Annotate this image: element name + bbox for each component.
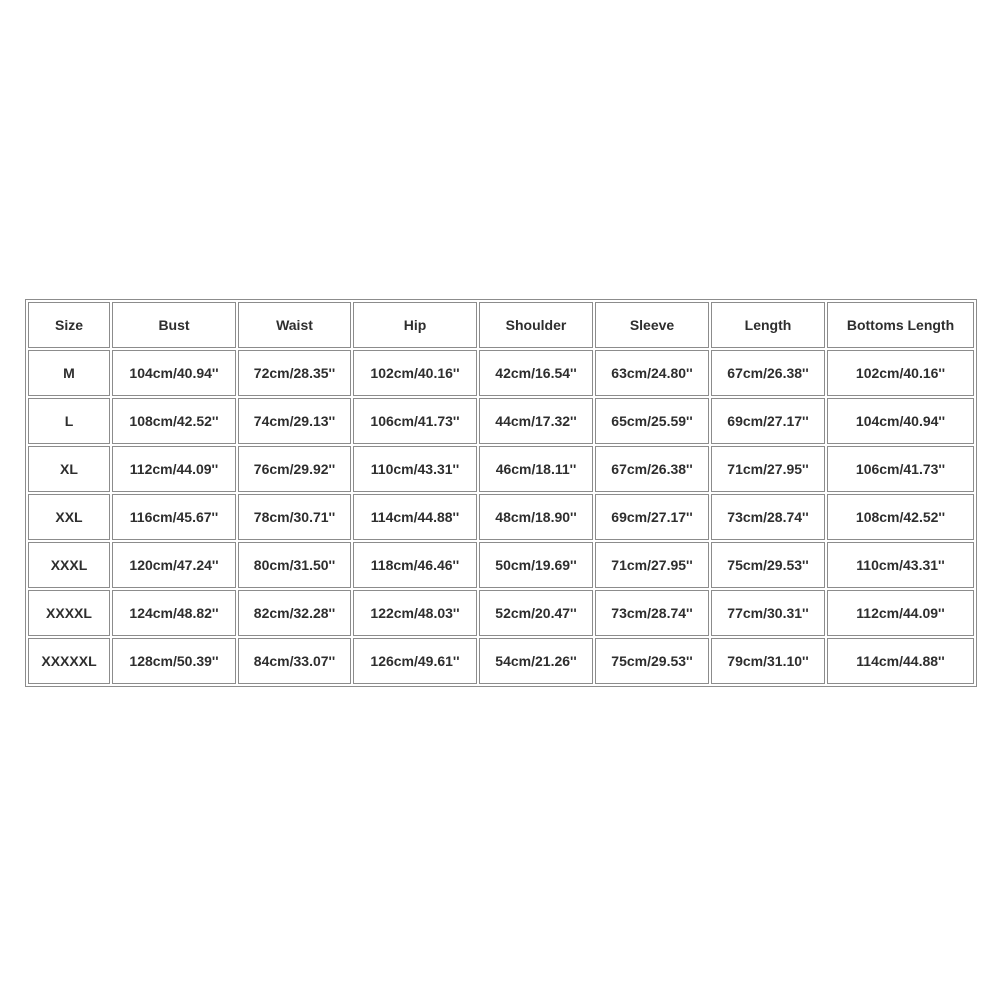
cell-hip: 122cm/48.03'' <box>353 590 477 636</box>
header-length: Length <box>711 302 825 348</box>
size-chart-table <box>25 299 977 687</box>
cell-size: XXL <box>28 494 110 540</box>
cell-bottoms-length: 110cm/43.31'' <box>827 542 974 588</box>
cell-length: 67cm/26.38'' <box>711 350 825 396</box>
table-row <box>28 446 974 492</box>
table-row <box>28 350 974 396</box>
table-row <box>28 494 974 540</box>
cell-sleeve: 65cm/25.59'' <box>595 398 709 444</box>
cell-hip: 102cm/40.16'' <box>353 350 477 396</box>
cell-size: L <box>28 398 110 444</box>
cell-waist: 78cm/30.71'' <box>238 494 351 540</box>
header-size: Size <box>28 302 110 348</box>
header-sleeve: Sleeve <box>595 302 709 348</box>
cell-hip: 118cm/46.46'' <box>353 542 477 588</box>
cell-hip: 114cm/44.88'' <box>353 494 477 540</box>
cell-length: 71cm/27.95'' <box>711 446 825 492</box>
cell-length: 73cm/28.74'' <box>711 494 825 540</box>
cell-shoulder: 54cm/21.26'' <box>479 638 593 684</box>
cell-length: 79cm/31.10'' <box>711 638 825 684</box>
header-shoulder: Shoulder <box>479 302 593 348</box>
header-hip: Hip <box>353 302 477 348</box>
cell-bottoms-length: 106cm/41.73'' <box>827 446 974 492</box>
cell-sleeve: 67cm/26.38'' <box>595 446 709 492</box>
cell-waist: 76cm/29.92'' <box>238 446 351 492</box>
cell-size: XXXL <box>28 542 110 588</box>
cell-sleeve: 75cm/29.53'' <box>595 638 709 684</box>
cell-size: XXXXL <box>28 590 110 636</box>
cell-bust: 108cm/42.52'' <box>112 398 236 444</box>
cell-shoulder: 52cm/20.47'' <box>479 590 593 636</box>
cell-waist: 80cm/31.50'' <box>238 542 351 588</box>
header-row <box>28 302 974 348</box>
cell-bust: 120cm/47.24'' <box>112 542 236 588</box>
cell-size: M <box>28 350 110 396</box>
cell-hip: 126cm/49.61'' <box>353 638 477 684</box>
table-row <box>28 590 974 636</box>
cell-sleeve: 63cm/24.80'' <box>595 350 709 396</box>
cell-bottoms-length: 114cm/44.88'' <box>827 638 974 684</box>
cell-bust: 128cm/50.39'' <box>112 638 236 684</box>
cell-waist: 84cm/33.07'' <box>238 638 351 684</box>
table-row <box>28 638 974 684</box>
table-row <box>28 542 974 588</box>
cell-size: XL <box>28 446 110 492</box>
header-bottoms-length: Bottoms Length <box>827 302 974 348</box>
cell-shoulder: 48cm/18.90'' <box>479 494 593 540</box>
cell-bust: 112cm/44.09'' <box>112 446 236 492</box>
cell-length: 77cm/30.31'' <box>711 590 825 636</box>
header-bust: Bust <box>112 302 236 348</box>
cell-bust: 116cm/45.67'' <box>112 494 236 540</box>
cell-bottoms-length: 102cm/40.16'' <box>827 350 974 396</box>
cell-length: 69cm/27.17'' <box>711 398 825 444</box>
cell-sleeve: 69cm/27.17'' <box>595 494 709 540</box>
header-waist: Waist <box>238 302 351 348</box>
table-row <box>28 398 974 444</box>
cell-shoulder: 46cm/18.11'' <box>479 446 593 492</box>
cell-waist: 74cm/29.13'' <box>238 398 351 444</box>
cell-sleeve: 71cm/27.95'' <box>595 542 709 588</box>
cell-shoulder: 50cm/19.69'' <box>479 542 593 588</box>
cell-size: XXXXXL <box>28 638 110 684</box>
cell-sleeve: 73cm/28.74'' <box>595 590 709 636</box>
cell-hip: 110cm/43.31'' <box>353 446 477 492</box>
cell-hip: 106cm/41.73'' <box>353 398 477 444</box>
cell-waist: 72cm/28.35'' <box>238 350 351 396</box>
cell-shoulder: 42cm/16.54'' <box>479 350 593 396</box>
cell-bottoms-length: 112cm/44.09'' <box>827 590 974 636</box>
cell-waist: 82cm/32.28'' <box>238 590 351 636</box>
cell-bust: 124cm/48.82'' <box>112 590 236 636</box>
cell-bottoms-length: 108cm/42.52'' <box>827 494 974 540</box>
cell-bottoms-length: 104cm/40.94'' <box>827 398 974 444</box>
cell-shoulder: 44cm/17.32'' <box>479 398 593 444</box>
cell-length: 75cm/29.53'' <box>711 542 825 588</box>
cell-bust: 104cm/40.94'' <box>112 350 236 396</box>
